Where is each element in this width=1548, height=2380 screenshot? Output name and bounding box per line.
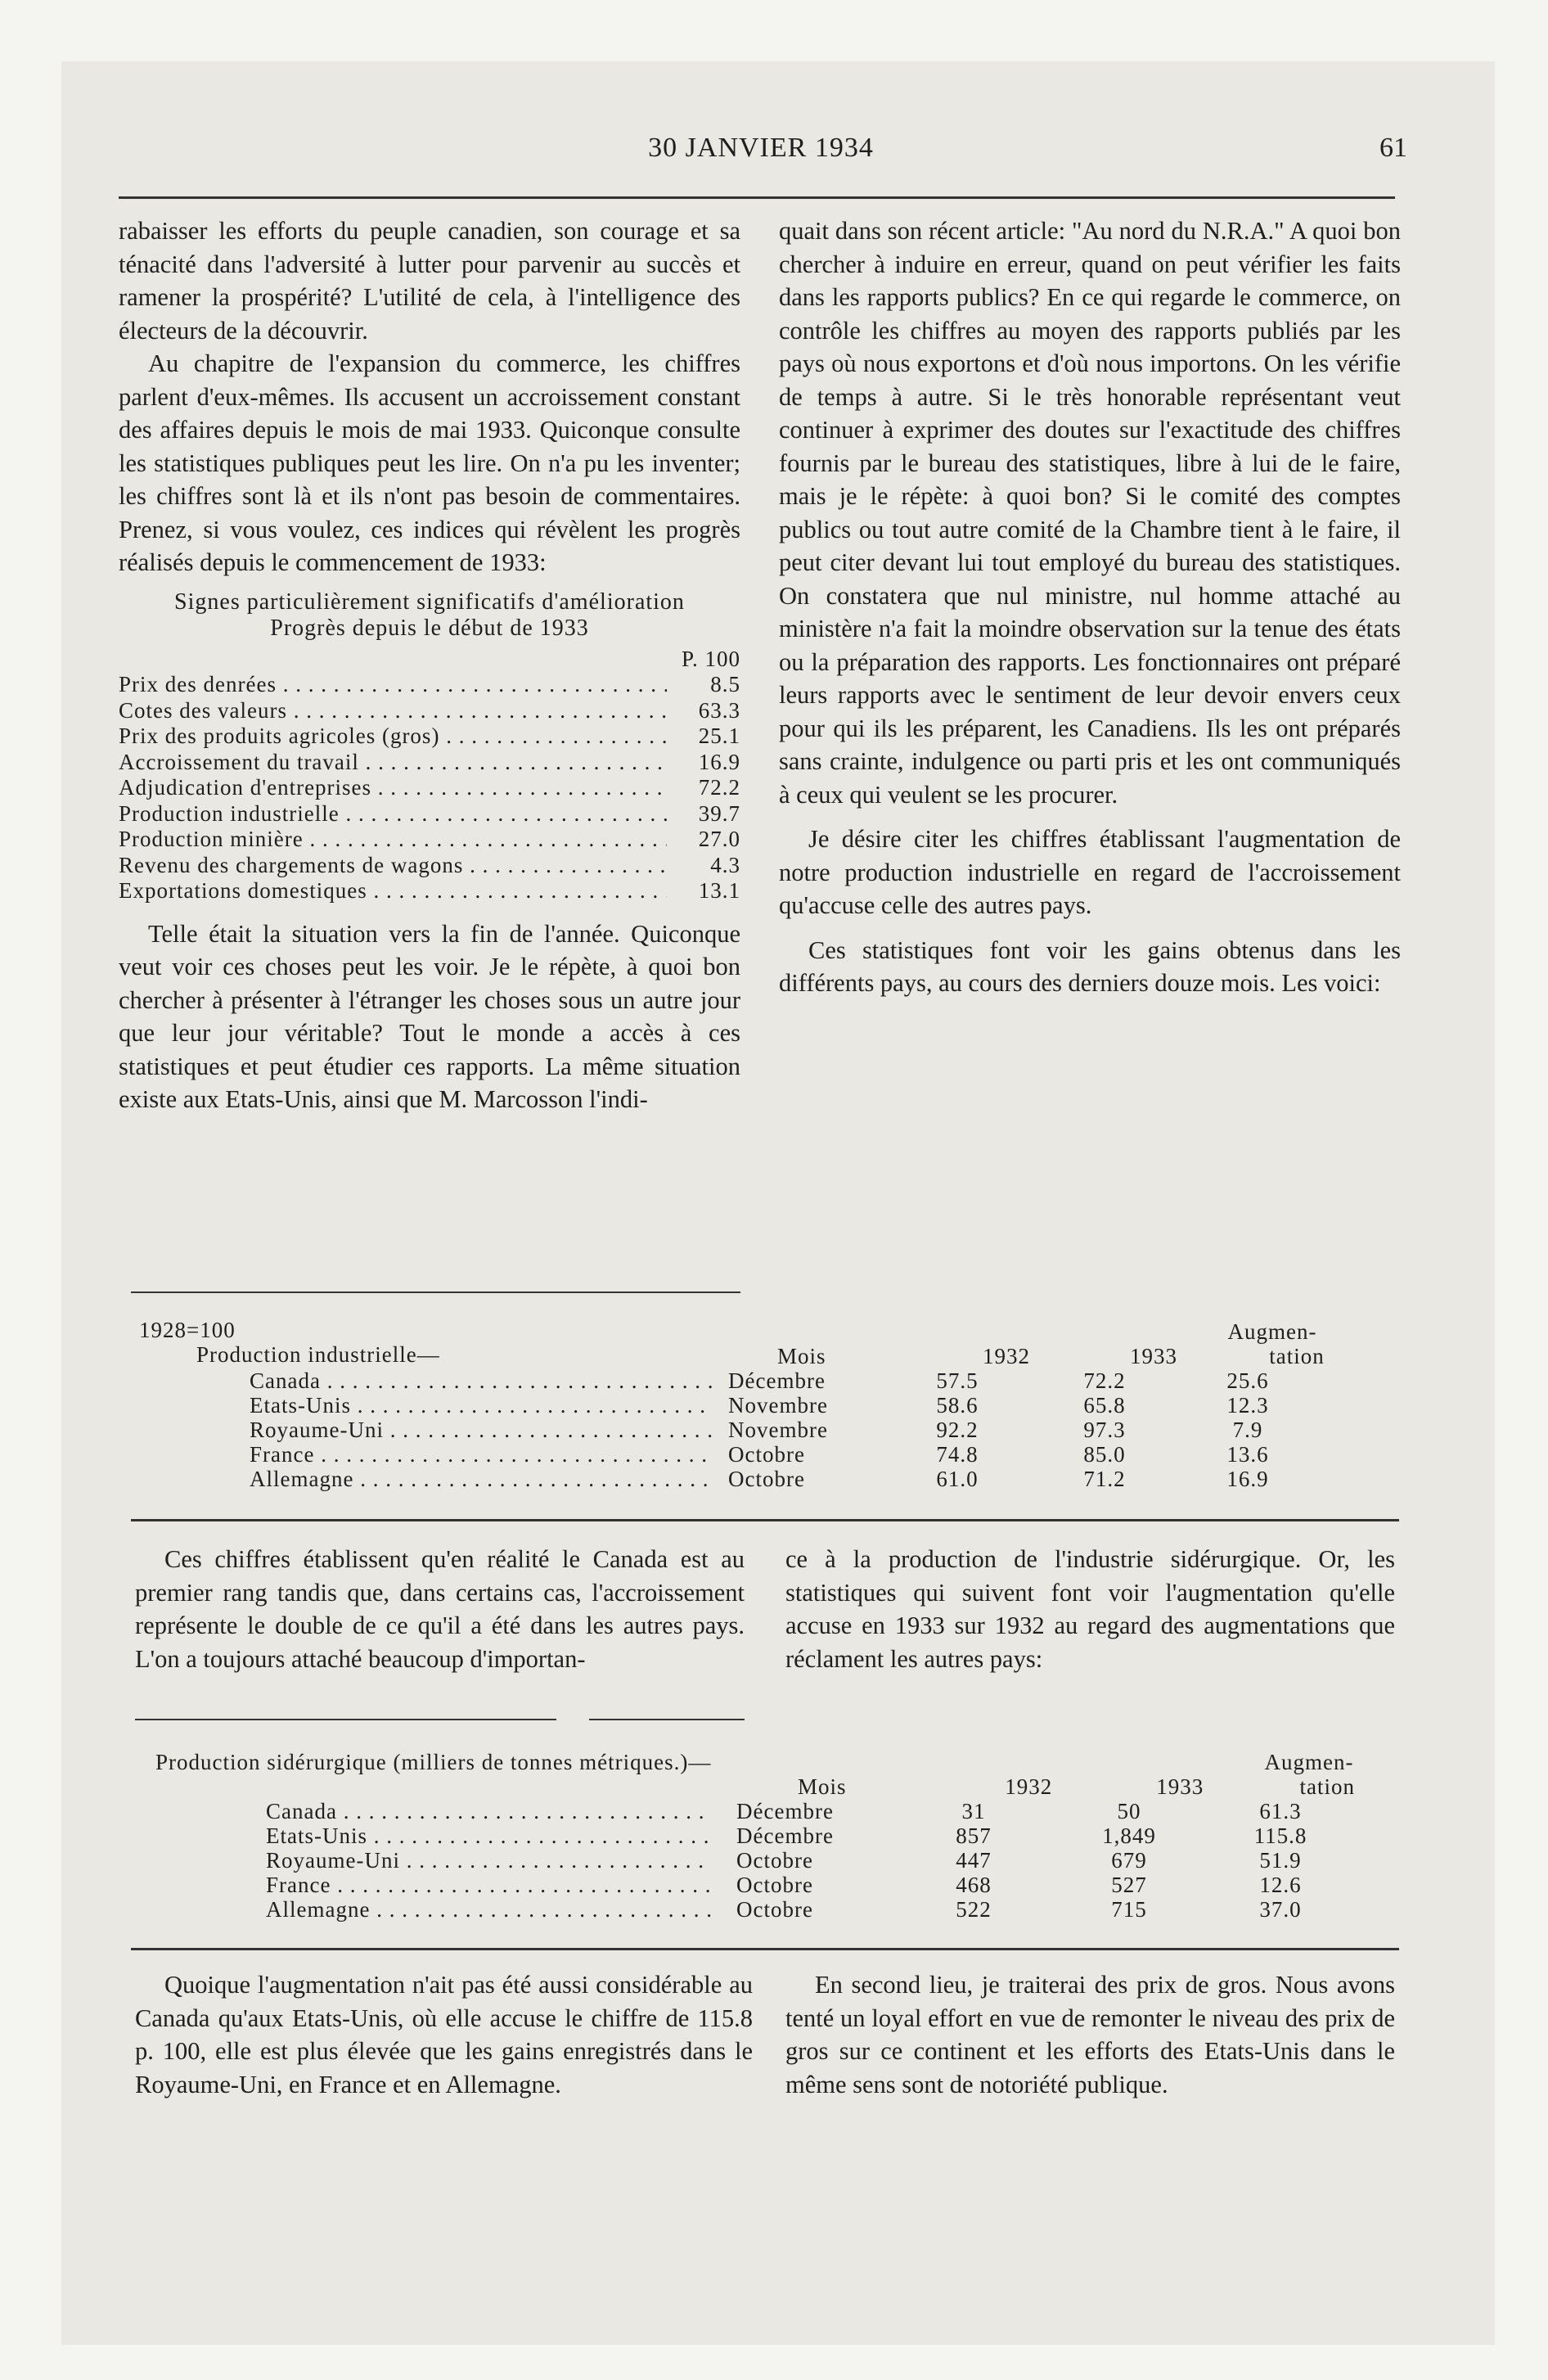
row-aug: 25.6 [1226,1368,1269,1393]
table2-headers [765,1750,1395,1799]
row-mois: Octobre [728,1442,805,1467]
col-header-mois: Mois [798,1774,847,1799]
section-rule [131,1519,1399,1521]
row-country: Allemagne . . . [155,1897,712,1922]
table2-body [155,1799,1399,1922]
row-label: Prix des denrées . . . [119,672,667,698]
paragraph: Je désire citer les chiffres établissant l'augmentation de notre production industrielle en regard de l'accroissement qu'accuse celle des autres pays. [779,825,1401,919]
row-aug: 12.6 [1259,1873,1302,1897]
col-header-aug-2: tation [1269,1344,1325,1368]
row-country: France . . . [139,1442,712,1467]
page-number: 61 [1379,133,1407,163]
row-label: Cotes des valeurs . . . [119,698,667,724]
row-aug: 37.0 [1259,1897,1302,1922]
column-top-right [779,214,1401,1000]
table-row [119,672,740,698]
row-country: Canada . . . [155,1799,712,1823]
header-rule [119,196,1395,199]
table-row [119,750,740,776]
table-row [119,853,740,879]
table-row [139,1418,1399,1442]
table-base: 1928=100 [139,1318,236,1342]
row-aug: 115.8 [1253,1823,1307,1848]
steel-production-table [155,1750,753,1774]
row-mois: Décembre [728,1368,826,1393]
paragraph: Telle était la situation vers la fin de l'année. Quiconque veut voir ces choses peut les voir. Je le répète, à quoi bon chercher à présenter à l'étranger les choses sous un autre jour que leur jour véritable? Tout le monde a accès à ces statistiques et peut étudier ces rapports. La même situation existe aux Etats-Unis, ainsi que M. Marcosson l'indi- [119,919,740,1113]
paragraph: rabaisser les efforts du peuple canadien, son courage et sa ténacité dans l'adversité à lutter pour parvenir au succès et ramener la prospérité? L'utilité de cela, à l'intelligence des électeurs de la découvrir. [119,217,740,345]
col-header-aug-2: tation [1299,1774,1356,1799]
col-header-1933: 1933 [1156,1774,1204,1799]
indices-table-body [119,647,740,904]
row-1932: 61.0 [936,1467,979,1491]
column-top-left [119,214,740,1116]
row-1933: 527 [1111,1873,1147,1897]
table-title: Signes particulièrement significatifs d'amélioration [174,588,685,615]
column-rule [135,1719,556,1720]
row-label: Accroissement du travail . . . [119,750,667,776]
paragraph: Ces chiffres établissent qu'en réalité le Canada est au premier rang tandis que, dans certains cas, l'accroissement représente le double de ce qu'il a été dans les autres pays. L'on a toujours attaché beaucoup d'importan- [135,1545,745,1673]
row-country: Etats-Unis . . . [155,1823,712,1848]
column-mid-right [785,1543,1395,1675]
row-label: Prix des produits agricoles (gros) . . . [119,723,667,750]
row-1932: 447 [956,1848,992,1873]
page-title: 30 JANVIER 1934 [648,133,874,163]
row-label: Revenu des chargements de wagons . . . [119,853,667,879]
row-1933: 72.2 [1083,1368,1126,1393]
row-value: 27.0 [698,827,740,851]
table-row [155,1848,1399,1873]
row-mois: Novembre [728,1393,828,1418]
table1-body [139,1368,1399,1491]
row-1932: 522 [956,1897,992,1922]
page-header [115,133,1407,174]
row-value: 39.7 [698,800,740,826]
table-row [119,827,740,853]
column-bottom-left [135,1968,753,2101]
column-bottom-right [785,1968,1395,2101]
row-1933: 85.0 [1083,1442,1126,1467]
column-mid-left [135,1543,745,1675]
table-row [119,698,740,724]
table-row [119,775,740,801]
column-rule [589,1719,745,1720]
row-value: 16.9 [698,749,740,774]
col-header-1932: 1932 [983,1344,1030,1368]
row-value: 72.2 [698,775,740,800]
paragraph: Au chapitre de l'expansion du commerce, les chiffres parlent d'eux-mêmes. Ils accusent un accroissement constant des affaires depuis le mois de mai 1933. Quiconque consulte les statistiques publiques peut les lire. On n'a pu les inventer; les chiffres sont là et ils n'ont pas besoin de commentaires. Prenez, si vous voulez, ces indices qui révèlent les progrès réalisés depuis le commencement de 1933: [119,349,740,576]
table-row [119,878,740,904]
table-row [155,1873,1399,1897]
row-aug: 7.9 [1232,1418,1263,1442]
table-row [119,801,740,827]
row-mois: Novembre [728,1418,828,1442]
col-header-1932: 1932 [1005,1774,1053,1799]
paragraph: En second lieu, je traiterai des prix de gros. Nous avons tenté un loyal effort en vue de remonter le niveau des prix de gros sur ce continent et les efforts des Etats-Unis dans le même sens sont de notoriété publique. [785,1971,1395,2098]
row-mois: Octobre [736,1873,813,1897]
row-aug: 13.6 [1226,1442,1269,1467]
table-unit: P. 100 [681,646,740,671]
paragraph: quait dans son récent article: "Au nord du N.R.A." A quoi bon chercher à induire en erreur, quand on peut vérifier les faits dans les rapports publics? En ce qui regarde le commerce, on contrôle les chiffres au moyen des rapports publiés par les pays où nous exportons et d'où nous importons. On les vérifie de temps à autre. Si le très honorable représentant veut continuer à exprimer des doutes sur l'exactitude des chiffres fournis par le bureau des statistiques, libre à lui de le faire, mais je le répète: à quoi bon? Si le comité des comptes publics ou tout autre comité de la Chambre tient à le faire, il peut citer devant lui tout employé du bureau des statistiques. On constatera que nul ministre, nul homme attaché au ministère n'a fait la moindre observation sur la tenue des états ou la préparation des rapports. Les fonctionnaires ont préparé leurs rapports avec le sentiment de leur devoir envers ceux pour qui ils les préparent, les Canadiens. Ils les ont préparés sans crainte, indulgence ou parti pris et les ont communiqués à ceux qui veulent se les procurer. [779,217,1401,809]
row-1932: 92.2 [936,1418,979,1442]
row-1933: 65.8 [1083,1393,1126,1418]
row-mois: Octobre [728,1467,805,1491]
row-label: Exportations domestiques . . . [119,878,667,904]
table1-headers [753,1319,1391,1368]
row-1932: 468 [956,1873,992,1897]
row-label: Adjudication d'entreprises . . . [119,775,667,801]
row-1933: 50 [1117,1799,1141,1823]
row-1932: 74.8 [936,1442,979,1467]
paragraph: Quoique l'augmentation n'ait pas été aussi considérable au Canada qu'aux Etats-Unis, où elle accuse le chiffre de 115.8 p. 100, elle est plus élevée que les gains enregistrés dans le Royaume-Uni, en France et en Allemagne. [135,1971,753,2098]
col-header-mois: Mois [777,1344,826,1368]
table-row [155,1897,1399,1922]
table-row [139,1393,1399,1418]
row-1932: 857 [956,1823,992,1848]
row-1933: 71.2 [1083,1467,1126,1491]
row-value: 13.1 [698,878,740,903]
col-header-aug-1: Augmen- [1264,1750,1354,1774]
table-subtitle: Progrès depuis le début de 1933 [270,615,589,641]
row-1933: 679 [1111,1848,1147,1873]
col-header-1933: 1933 [1130,1344,1177,1368]
row-mois: Décembre [736,1799,834,1823]
row-1933: 715 [1111,1897,1147,1922]
row-country: Royaume-Uni . . . [139,1418,712,1442]
paragraph: Ces statistiques font voir les gains obtenus dans les différents pays, au cours des derniers douze mois. Les voici: [779,935,1401,997]
row-value: 8.5 [710,672,740,696]
row-value: 63.3 [698,697,740,723]
row-country: Canada . . . [139,1368,712,1393]
row-mois: Octobre [736,1848,813,1873]
row-country: Royaume-Uni . . . [155,1848,712,1873]
row-1933: 97.3 [1083,1418,1126,1442]
row-country: Allemagne . . . [139,1467,712,1491]
row-1932: 58.6 [936,1393,979,1418]
row-1932: 31 [961,1799,986,1823]
row-label: Production minière . . . [119,827,667,853]
section-rule [131,1948,1399,1950]
row-country: France . . . [155,1873,712,1897]
row-value: 25.1 [698,723,740,748]
table-heading: Production industrielle— [196,1342,440,1367]
table-row [139,1368,1399,1393]
table-row [139,1442,1399,1467]
row-aug: 16.9 [1226,1467,1269,1491]
table-row [155,1799,1399,1823]
table-row [139,1467,1399,1491]
table-heading: Production sidérurgique (milliers de tonnes métriques.)— [155,1750,712,1774]
col-header-aug-1: Augmen- [1227,1319,1317,1344]
column-rule [131,1291,740,1293]
row-country: Etats-Unis . . . [139,1393,712,1418]
table-row [155,1823,1399,1848]
indices-table [119,589,740,904]
row-1932: 57.5 [936,1368,979,1393]
row-aug: 61.3 [1259,1799,1302,1823]
row-mois: Octobre [736,1897,813,1922]
table-row [119,723,740,750]
row-label: Production industrielle . . . [119,801,667,827]
row-mois: Décembre [736,1823,834,1848]
row-value: 4.3 [710,852,740,877]
row-aug: 12.3 [1226,1393,1269,1418]
row-1933: 1,849 [1102,1823,1156,1848]
row-aug: 51.9 [1259,1848,1302,1873]
paragraph: ce à la production de l'industrie sidérurgique. Or, les statistiques qui suivent font voir l'augmentation qu'elle accuse en 1933 sur 1932 au regard des augmentations que réclament les autres pays: [785,1545,1395,1673]
